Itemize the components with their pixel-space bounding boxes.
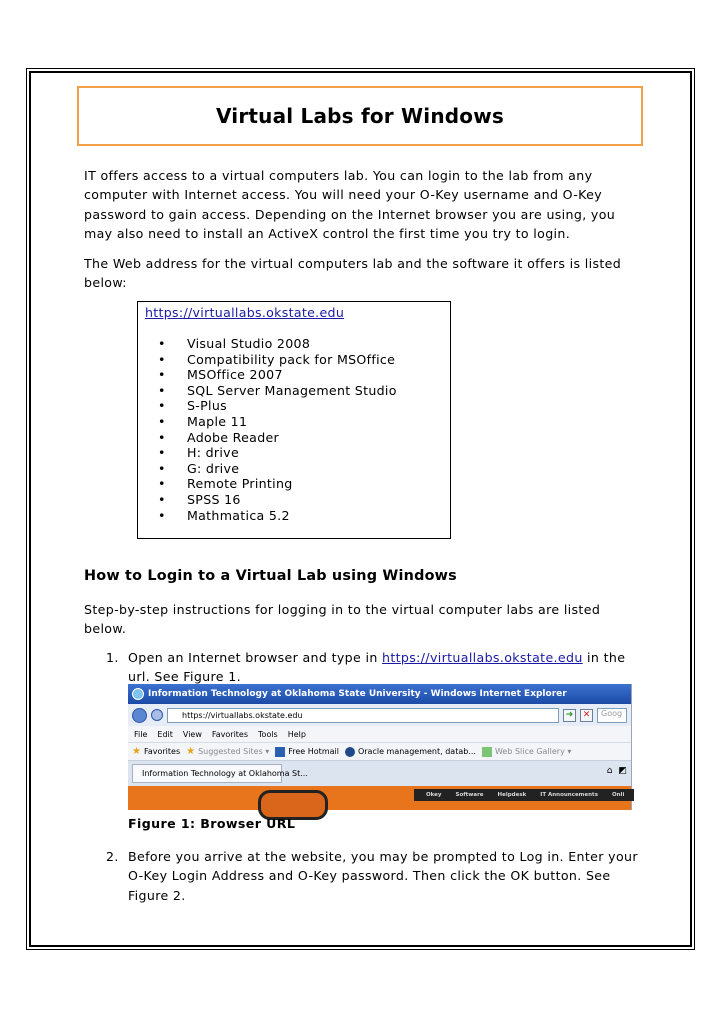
virtual-labs-inline-link[interactable]: https://virtuallabs.okstate.edu bbox=[382, 650, 583, 665]
list-item: • Remote Printing bbox=[158, 476, 293, 492]
star-icon: ★ bbox=[132, 746, 141, 757]
browser-titlebar bbox=[128, 684, 631, 704]
favorites-item: ★ Favorites bbox=[132, 746, 181, 757]
step-number: 1. bbox=[106, 650, 119, 665]
page-title: Virtual Labs for Windows bbox=[215, 104, 505, 128]
software-box bbox=[137, 301, 451, 539]
list-item: • G: drive bbox=[158, 460, 240, 476]
menu-edit: Edit bbox=[157, 729, 173, 739]
list-item: • MSOffice 2007 bbox=[158, 367, 283, 383]
ie-icon bbox=[132, 688, 144, 700]
hotmail-icon bbox=[275, 747, 285, 757]
star-icon: ★ bbox=[186, 746, 196, 757]
section-intro: Step-by-step instructions for logging in to the virtual computer labs are listed below. bbox=[84, 602, 601, 637]
suggested-sites-item: ★ Suggested Sites ▾ bbox=[186, 746, 270, 757]
title-box bbox=[77, 86, 643, 146]
step-1 bbox=[106, 648, 646, 687]
list-item: • H: drive bbox=[158, 445, 239, 461]
list-item: • Mathmatica 5.2 bbox=[158, 507, 290, 523]
browser-address-bar bbox=[128, 704, 631, 726]
step-number: 2. bbox=[106, 849, 119, 864]
step-text: Open an Internet browser and type in https://virtuallabs.okstate.edu in the url. See Figure 1. bbox=[128, 650, 626, 685]
back-icon bbox=[132, 708, 147, 723]
browser-tab-bar bbox=[128, 760, 631, 786]
browser-url-field: https://virtuallabs.okstate.edu bbox=[167, 708, 559, 723]
software-list bbox=[158, 336, 397, 523]
step-text: Before you arrive at the website, you may be prompted to Log in. Enter your O-Key Login Address and O-Key password. Then click the OK button. See Figure 2. bbox=[128, 849, 638, 903]
intro-paragraph: IT offers access to a virtual computers lab. You can login to the lab from any computer with Internet access. You will need your O-Key username and O-Key password to gain access. Depending on the Internet browser you are using, you may also need to install an ActiveX control the first time you try to login. bbox=[84, 168, 616, 241]
list-item: • SQL Server Management Studio bbox=[158, 382, 397, 398]
browser-search-field: Goog bbox=[597, 708, 627, 723]
browser-favorites-bar bbox=[128, 742, 631, 760]
web-slice-icon bbox=[482, 747, 492, 757]
rss-icon: ◩ bbox=[618, 766, 627, 776]
oracle-item: Oracle management, datab... bbox=[345, 747, 476, 757]
list-item: • Maple 11 bbox=[158, 413, 248, 429]
hotmail-item: Free Hotmail bbox=[275, 747, 339, 757]
oracle-icon bbox=[345, 747, 355, 757]
list-item: • Adobe Reader bbox=[158, 429, 280, 445]
menu-view: View bbox=[182, 729, 202, 739]
list-item: • Compatibility pack for MSOffice bbox=[158, 351, 396, 367]
website-header bbox=[128, 786, 631, 810]
address-paragraph: The Web address for the virtual computers lab and the software it offers is listed below: bbox=[84, 256, 622, 291]
browser-menubar bbox=[128, 726, 631, 742]
refresh-icon: ➜ bbox=[563, 709, 576, 722]
section-heading: How to Login to a Virtual Lab using Windows bbox=[84, 568, 457, 584]
browser-screenshot-figure bbox=[128, 684, 632, 810]
figure-1-caption: Figure 1: Browser URL bbox=[128, 816, 296, 831]
stop-icon: ✕ bbox=[580, 709, 593, 722]
menu-help: Help bbox=[287, 729, 306, 739]
step-2 bbox=[106, 847, 646, 905]
browser-tab: Information Technology at Oklahoma St... bbox=[132, 764, 282, 783]
menu-file: File bbox=[134, 729, 148, 739]
home-icon: ⌂ bbox=[606, 766, 613, 776]
browser-tab-tools bbox=[607, 766, 627, 776]
list-item: • S-Plus bbox=[158, 398, 227, 414]
menu-favorites: Favorites bbox=[211, 729, 249, 739]
browser-window-title: Information Technology at Oklahoma State University - Windows Internet Explorer bbox=[148, 689, 567, 699]
forward-icon bbox=[151, 709, 163, 721]
web-slice-item: Web Slice Gallery ▾ bbox=[482, 747, 571, 757]
list-item: • SPSS 16 bbox=[158, 491, 241, 507]
ie-icon bbox=[137, 769, 139, 778]
website-nav: Okey Software Helpdesk IT Announcements Onli bbox=[414, 789, 634, 801]
virtual-labs-link[interactable]: https://virtuallabs.okstate.edu bbox=[145, 305, 345, 320]
menu-tools: Tools bbox=[258, 729, 278, 739]
list-item: • Visual Studio 2008 bbox=[158, 336, 311, 351]
